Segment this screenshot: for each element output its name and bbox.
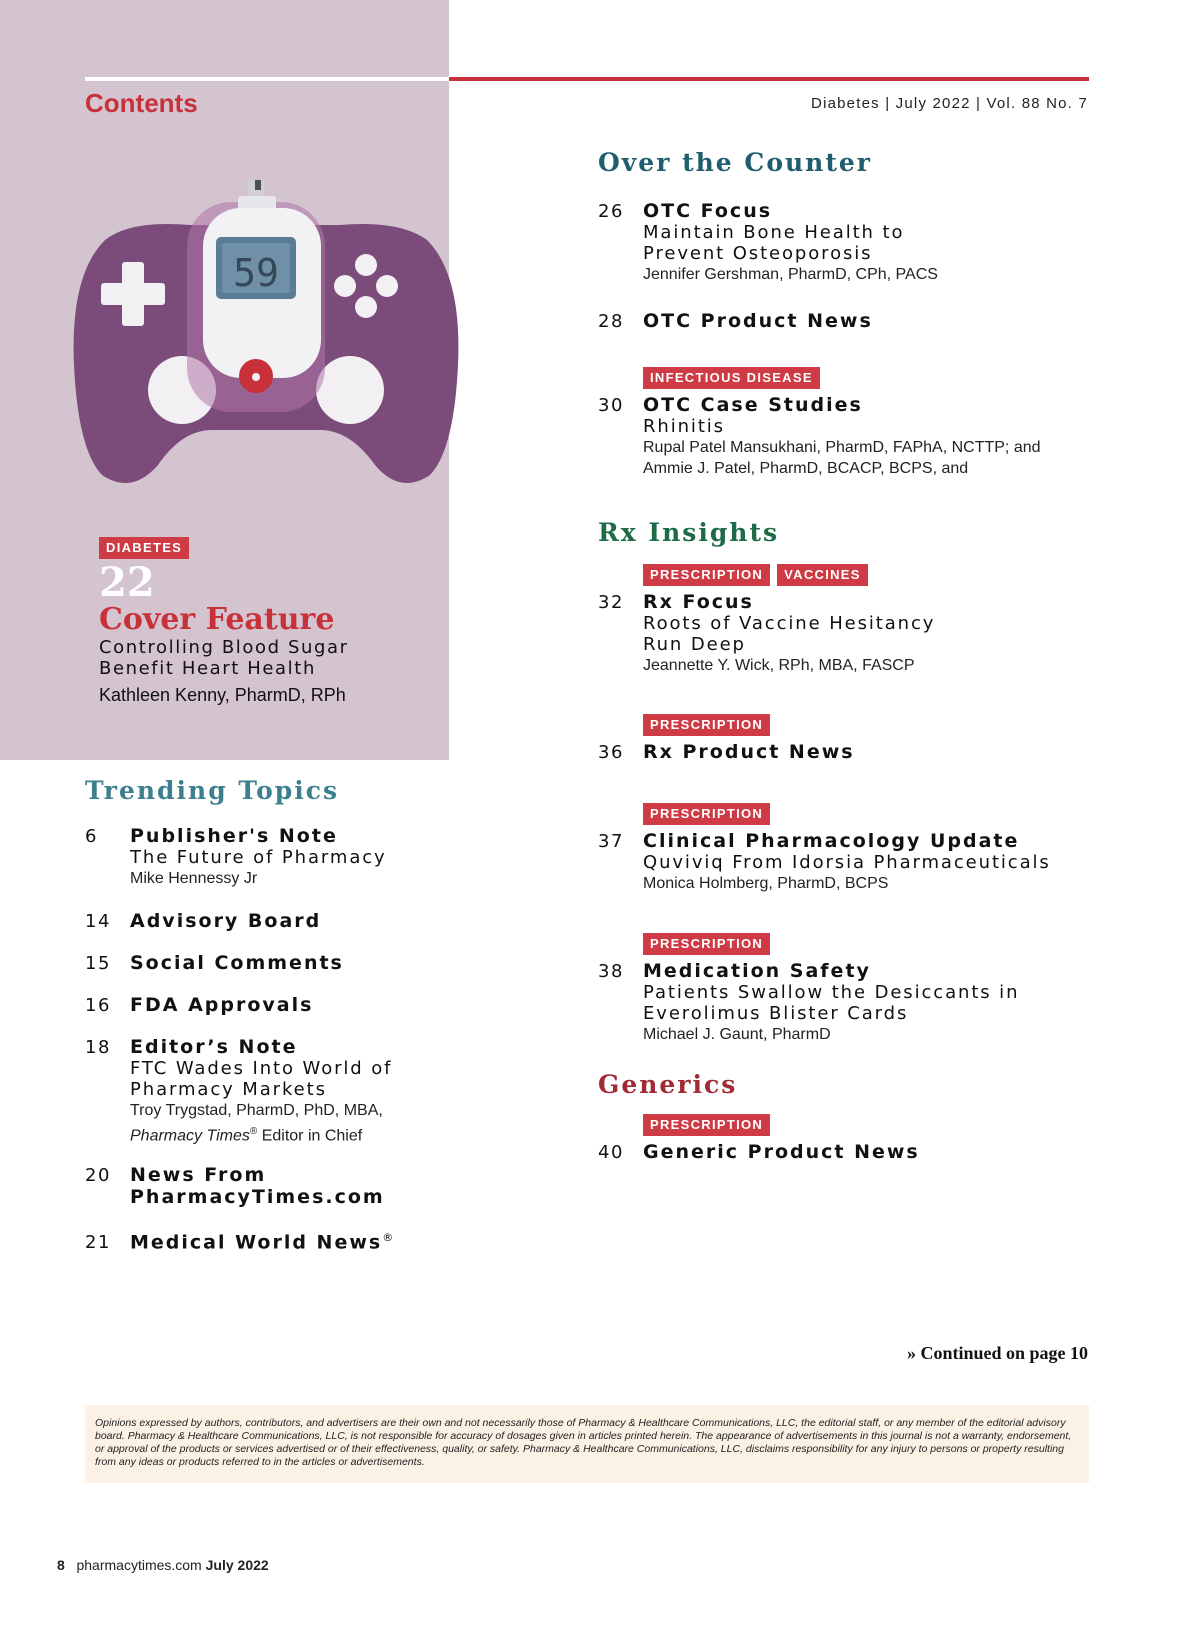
entry-title: Medication Safety [643,960,871,982]
toc-entry[interactable] [85,952,344,974]
toc-entry[interactable] [85,910,321,932]
page-number: 26 [598,201,624,222]
entry-author: Pharmacy Times® Editor in Chief [130,1126,363,1145]
cover-page-number: 22 [99,559,155,606]
toc-entry[interactable] [598,933,1019,1045]
page-number: 36 [598,742,624,763]
entry-author: Troy Trygstad, PharmD, PhD, MBA, [130,1102,383,1119]
entry-subtitle: FTC Wades Into World of [130,1058,393,1079]
face-button-icon [355,254,377,276]
category-tag: PRESCRIPTION [643,1114,770,1136]
toc-entry[interactable] [598,310,873,332]
entry-subtitle: Everolimus Blister Cards [643,1003,909,1024]
entry-title: Rx Focus [643,591,754,613]
entry-title: Generic Product News [643,1141,920,1163]
cover-illustration [70,180,462,500]
entry-subtitle: Patients Swallow the Desiccants in [643,982,1020,1003]
entry-subtitle: Run Deep [643,634,746,655]
entry-title: Social Comments [130,952,344,974]
entry-author: Mike Hennessy Jr [130,870,258,887]
meter-reading: 59 [233,251,279,295]
category-tag: PRESCRIPTION [643,933,770,955]
entry-author: Michael J. Gaunt, PharmD [643,1026,831,1043]
page-number: 20 [85,1165,111,1186]
page-number: 30 [598,395,624,416]
entry-title-cont: PharmacyTimes.com [130,1186,385,1208]
section-heading-otc: Over the Counter [598,148,872,177]
cover-author: Kathleen Kenny, PharmD, RPh [99,685,346,705]
entry-author: Jeannette Y. Wick, RPh, MBA, FASCP [643,657,915,674]
entry-title: Publisher's Note [130,825,338,847]
toc-entry[interactable] [598,1114,920,1163]
entry-subtitle: Quviviq From Idorsia Pharmaceuticals [643,852,1051,873]
divider-rule [85,77,449,81]
divider-rule-red [449,77,1089,81]
page-number: 38 [598,961,624,982]
entry-subtitle: Rhinitis [643,416,725,437]
page-number: 18 [85,1037,111,1058]
entry-title: OTC Focus [643,200,773,222]
entry-title: FDA Approvals [130,994,314,1016]
footer-date: July 2022 [205,1557,269,1573]
entry-title: Clinical Pharmacology Update [643,830,1020,852]
entry-author: Rupal Patel Mansukhani, PharmD, FAPhA, NCTTP; and [643,439,1041,456]
toc-entry[interactable] [85,1036,392,1146]
entry-title: News From [130,1164,267,1186]
entry-title: Rx Product News [643,741,855,763]
entry-title: Advisory Board [130,910,322,932]
entry-title: Editor’s Note [130,1036,298,1058]
page-number: 28 [598,311,624,332]
entry-author: Monica Holmberg, PharmD, BCPS [643,875,889,892]
footer-page-number: 8 [57,1557,65,1573]
entry-subtitle: Maintain Bone Health to [643,222,905,243]
right-stick-icon [316,356,384,424]
page-number: 37 [598,831,624,852]
page-number: 16 [85,995,111,1016]
entry-subtitle: Roots of Vaccine Hesitancy [643,613,936,634]
section-heading-rx: Rx Insights [598,518,780,547]
category-tag: PRESCRIPTION [643,564,770,586]
page-number: 40 [598,1142,624,1163]
page-number: 14 [85,911,111,932]
toc-entry[interactable] [85,825,387,889]
page-number: 6 [85,826,98,847]
entry-title: OTC Product News [643,310,873,332]
category-tag: PRESCRIPTION [643,803,770,825]
entry-subtitle: Pharmacy Markets [130,1079,327,1100]
section-heading-generics: Generics [598,1070,738,1099]
category-tag: INFECTIOUS DISEASE [643,367,820,389]
toc-entry[interactable] [598,564,935,676]
entry-author: Jennifer Gershman, PharmD, CPh, PACS [643,266,938,283]
cover-feature[interactable] [99,537,439,706]
category-tag: VACCINES [777,564,868,586]
toc-entry[interactable] [598,714,855,763]
toc-entry[interactable] [85,994,313,1016]
footer-site: pharmacytimes.com [76,1557,202,1573]
page-title: Contents [85,88,198,118]
toc-entry[interactable] [598,200,938,285]
entry-subtitle: The Future of Pharmacy [130,847,387,868]
toc-entry[interactable] [598,803,1051,894]
entry-author: Ammie J. Patel, PharmD, BCACP, BCPS, and [643,460,969,477]
category-tag: PRESCRIPTION [643,714,770,736]
cover-title: Cover Feature [99,602,335,637]
disclaimer-box: Opinions expressed by authors, contributors, and advertisers are their own and not necessarily those of Pharmacy & Healthcare Communications, LLC, the editorial staff, or any member of the editorial advisory board. Pharmacy & Healthcare Communications, LLC, is not responsible for accuracy of dosages given in articles printed herein. The appearance of advertisements in this journal is not a warranty, endorsement, or approval of the products or services advertised or of their effectiveness, quality, or safety. Pharmacy & Healthcare Communications, LLC, disclaims responsibility for any injury to persons or property resulting from any ideas or products referred to in the articles or advertisements. [85,1405,1089,1483]
issue-info: Diabetes | July 2022 | Vol. 88 No. 7 [811,95,1088,112]
page-number: 21 [85,1232,111,1254]
entry-title: Medical World News® [130,1231,396,1254]
entry-title: OTC Case Studies [643,394,863,416]
page-number: 32 [598,592,624,613]
toc-entry[interactable] [85,1164,385,1208]
page-footer [57,1557,269,1573]
cover-subtitle: Benefit Heart Health [99,658,316,679]
toc-entry[interactable] [598,367,1041,479]
category-tag: DIABETES [99,537,189,559]
section-heading-trending: Trending Topics [85,776,340,805]
continued-link[interactable]: » Continued on page 10 [906,1343,1088,1363]
cover-subtitle: Controlling Blood Sugar [99,637,349,658]
page-number: 15 [85,953,111,974]
toc-entry[interactable] [85,1227,395,1253]
entry-subtitle: Prevent Osteoporosis [643,243,873,264]
